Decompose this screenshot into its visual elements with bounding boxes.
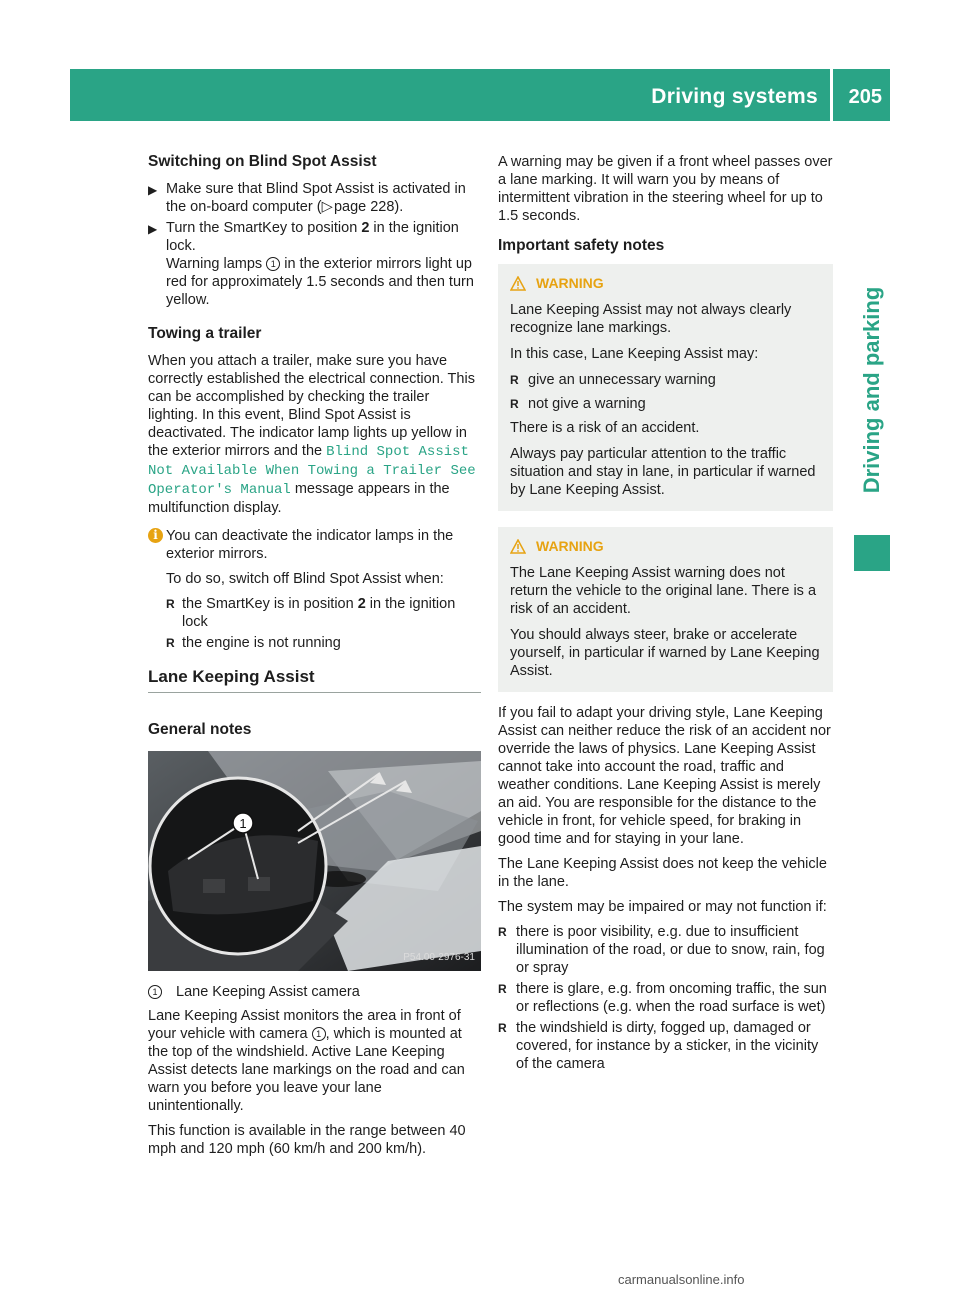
page-reference-link[interactable]: page 228 bbox=[333, 199, 395, 215]
callout-number-icon: 1 bbox=[148, 985, 162, 999]
bullet-icon: R bbox=[498, 1021, 507, 1035]
body-paragraph: The system may be impaired or may not function if: bbox=[498, 899, 827, 915]
warning-header bbox=[510, 537, 821, 555]
list-text: the SmartKey is in position bbox=[182, 596, 358, 612]
warning-box bbox=[498, 264, 833, 511]
list-item bbox=[498, 980, 833, 1016]
camera-illustration-graphic bbox=[148, 751, 481, 971]
page-number: 205 bbox=[848, 86, 882, 108]
body-paragraph: If you fail to adapt your driving style, Lane Keeping Assist can neither reduce the risk of an accident nor override the laws of physics. Lane Keeping Assist cannot take into account the road, traffic and weather conditions. Lane Keeping Assist is merely an aid. You are responsible for the distance to the vehicle in front, for vehicle speed, for braking in good time and for staying in your lane. bbox=[498, 705, 831, 847]
section-title: Driving systems bbox=[651, 85, 818, 108]
list-item bbox=[510, 395, 821, 413]
footer-watermark: carmanualsonline.info bbox=[618, 1272, 745, 1287]
warning-text: There is a risk of an accident. bbox=[510, 420, 700, 436]
info-note bbox=[148, 527, 481, 652]
heading-safety-notes: Important safety notes bbox=[498, 237, 665, 254]
lane-text: Lane Keeping Assist monitors the area in front of your vehicle with camera bbox=[148, 1008, 461, 1042]
bullet-icon: R bbox=[166, 597, 175, 611]
towing-text: message appears in the multifunction display. bbox=[148, 481, 450, 516]
right-column bbox=[498, 153, 833, 1076]
warning-triangle-icon bbox=[510, 539, 526, 554]
bullet-icon: R bbox=[498, 982, 507, 996]
intro-paragraph: A warning may be given if a front wheel passes over a lane marking. It will warn you by means of intermittent vibration in the steering wheel for up to 1.5 seconds. bbox=[498, 154, 833, 224]
figure-reference-code: P54.00-2976-31 bbox=[403, 952, 475, 963]
warning-box bbox=[498, 527, 833, 692]
lane-paragraph: This function is available in the range between 40 mph and 120 mph (60 km/h and 200 km/h). bbox=[148, 1123, 466, 1157]
callout-number-icon: 1 bbox=[312, 1027, 326, 1041]
step-text-end: ). bbox=[394, 199, 404, 215]
bullet-icon: R bbox=[166, 636, 175, 650]
info-text: You can deactivate the indicator lamps in the exterior mirrors. bbox=[166, 528, 454, 562]
list-text: in the ignition lock bbox=[182, 596, 456, 630]
body-paragraph: The Lane Keeping Assist does not keep the vehicle in the lane. bbox=[498, 856, 827, 890]
side-chapter-label bbox=[852, 255, 892, 525]
heading-switching-on: Switching on Blind Spot Assist bbox=[148, 153, 377, 170]
heading-towing: Towing a trailer bbox=[148, 325, 262, 342]
warning-text: In this case, Lane Keeping Assist may: bbox=[510, 346, 759, 362]
header-separator bbox=[830, 69, 833, 121]
chapter-label-text: Driving and parking bbox=[859, 286, 884, 494]
instruction-step bbox=[148, 180, 481, 216]
lane-paragraph bbox=[148, 1007, 481, 1115]
heading-lane-keeping: Lane Keeping Assist bbox=[148, 668, 481, 693]
figure-caption bbox=[148, 983, 481, 1001]
warning-text: Lane Keeping Assist may not always clearly recognize lane markings. bbox=[510, 302, 792, 336]
arrow-bullet-icon: ▶ bbox=[148, 222, 158, 236]
list-text: there is glare, e.g. from oncoming traffic, the sun or reflections (e.g. when the road surface is wet) bbox=[516, 981, 827, 1015]
left-column bbox=[148, 153, 481, 1165]
warning-text: You should always steer, brake or accelerate yourself, in particular if warned by Lane Keeping Assist. bbox=[510, 627, 820, 679]
warning-text: Always pay particular attention to the traffic situation and stay in lane, in particular if warned by Lane Keeping Assist. bbox=[510, 446, 816, 498]
step-text: Warning lamps bbox=[166, 256, 267, 272]
bullet-icon: R bbox=[510, 373, 519, 387]
ignition-position: 2 bbox=[357, 596, 366, 612]
step-text: Turn the SmartKey to position bbox=[166, 220, 362, 236]
list-item bbox=[510, 371, 821, 389]
windshield-camera-illustration bbox=[148, 751, 481, 971]
page-header-bar bbox=[70, 69, 890, 121]
warning-text: The Lane Keeping Assist warning does not return the vehicle to the original lane. There is a risk of an accident. bbox=[510, 565, 817, 617]
list-item bbox=[166, 595, 481, 631]
step-text: Make sure that Blind Spot Assist is activated in the on-board computer ( bbox=[166, 181, 466, 215]
ignition-position: 2 bbox=[361, 220, 370, 236]
list-item bbox=[498, 1019, 833, 1073]
list-item bbox=[166, 634, 481, 652]
warning-triangle-icon bbox=[510, 276, 526, 291]
page-ref-arrow-icon: ▷ bbox=[321, 199, 333, 215]
warning-header bbox=[510, 274, 821, 292]
lane-text: , which is mounted at the top of the windshield. Active Lane Keeping Assist detects lane markings on the road and can warn you before you leave your lane unintentionally. bbox=[148, 1026, 465, 1114]
list-text: not give a warning bbox=[528, 396, 646, 412]
list-text: there is poor visibility, e.g. due to insufficient illumination of the road, or due to snow, rain, fog or spray bbox=[516, 924, 825, 976]
step-text: in the ignition lock. bbox=[166, 220, 459, 254]
callout-number-icon: 1 bbox=[266, 257, 280, 271]
arrow-bullet-icon: ▶ bbox=[148, 183, 158, 197]
chapter-marker-block bbox=[854, 535, 890, 571]
figure-callout-number: 1 bbox=[239, 816, 247, 831]
display-message: Blind Spot Assist Not Available When Towing a Trailer See Operator's Manual bbox=[148, 444, 476, 498]
caption-text: Lane Keeping Assist camera bbox=[176, 984, 360, 1000]
warning-label: WARNING bbox=[536, 275, 604, 291]
list-text: the engine is not running bbox=[182, 635, 341, 651]
warning-label: WARNING bbox=[536, 538, 604, 554]
instruction-step bbox=[148, 219, 481, 309]
list-text: the windshield is dirty, fogged up, damaged or covered, for instance by a sticker, in the vicinity of the camera bbox=[516, 1020, 819, 1072]
towing-text: When you attach a trailer, make sure you have correctly established the electrical connection. This can be accomplished by checking the trailer lighting. In this event, Blind Spot Assist is deactivated. The indicator lamp lights up yellow in the exterior mirrors and the bbox=[148, 353, 475, 459]
towing-paragraph bbox=[148, 352, 481, 517]
step-text: in the exterior mirrors light up red for approximately 1.5 seconds and then turn yellow. bbox=[166, 256, 474, 308]
bullet-icon: R bbox=[498, 925, 507, 939]
info-icon: i bbox=[148, 528, 163, 543]
heading-general-notes: General notes bbox=[148, 721, 252, 738]
list-text: give an unnecessary warning bbox=[528, 372, 716, 388]
list-item bbox=[498, 923, 833, 977]
info-text: To do so, switch off Blind Spot Assist when: bbox=[166, 571, 444, 587]
bullet-icon: R bbox=[510, 397, 519, 411]
